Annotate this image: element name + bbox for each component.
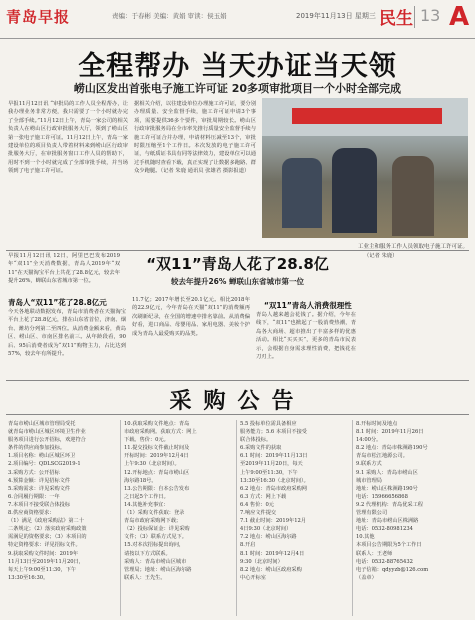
story2-headline: “双11”青岛人花了28.8亿 xyxy=(146,255,329,273)
notice-line: 请按以下方式联系。 xyxy=(124,550,171,557)
notice-col2 xyxy=(124,420,232,616)
notice-line: 15.对本次招标提出询问， xyxy=(124,542,185,549)
notice-line: 8.2 地点：崂山区政府采购 xyxy=(240,566,302,573)
notice-line: 5.5 投标单位需具备相应 xyxy=(240,421,297,427)
notice-line: 下载。售价：0元。 xyxy=(124,437,169,444)
page-number: 13 xyxy=(420,6,441,25)
notice-line: 每天上午9:00至11:30，下午 xyxy=(8,566,77,573)
story2-col3: 青岛人越来越会花钱了。据介绍，今年在线下，“双11”也掀起了一股消费热潮，青岛各大商场、超市推出了丰富多样的优惠活动。相比“买买买”，更多的青岛市民表示，会根据自身需求理性消费，把钱花在刀刃上。 xyxy=(256,312,356,361)
notice-line: 青岛市松江地源公司。 xyxy=(356,453,408,460)
notice-line: （1）采购文件获取：登录 xyxy=(124,510,185,517)
story2-subheading: 青岛人“双11”花了28.8亿元 xyxy=(8,298,107,307)
notice-line: 6.4 售价：0元 xyxy=(240,501,274,508)
notice-line: 8.2 地点：青岛市株洲路190号 xyxy=(356,445,428,452)
notice-title: 采购公告 xyxy=(169,389,306,414)
lead-subhead: 崂山区发出首张电子施工许可证 20多项审批项目一个小时全部完成 xyxy=(73,82,402,95)
newspaper-logo: 青岛早报 xyxy=(6,8,71,26)
photo-caption: 工业主和服务工作人员领取电子施工许可证。 xyxy=(357,244,468,250)
notice-line: 二条规定；（2）落实政府采购政策 xyxy=(8,526,87,533)
edition-letter: A xyxy=(449,2,470,32)
notice-line: 2.项目编号：QDLSCG2019-1 xyxy=(8,461,81,468)
notice-line: 8.1 时间：2019年12月4日 xyxy=(240,550,305,557)
notice-line: 11月13日至2019年11月20日， xyxy=(8,558,84,565)
notice-line: 9.1 采购人：青岛市崂山区 xyxy=(356,469,418,476)
notice-line: 6.2 地点：青岛市政府采购网 xyxy=(240,485,307,492)
notice-line: 14.其他补充事宜： xyxy=(124,501,169,508)
notice-divider xyxy=(6,414,469,415)
notice-line: 9.获取采购文件时间：2019年 xyxy=(8,550,79,557)
notice-line: 管理有限公司 xyxy=(356,510,388,517)
notice-line: （盖章） xyxy=(356,574,377,581)
notice-line: 8.开启 xyxy=(240,542,256,549)
section-divider xyxy=(6,380,469,381)
notice-line: 6.3 方式：网上下载 xyxy=(240,493,287,500)
notice-line: 5.采购需求：详见采购文件 xyxy=(8,485,71,492)
notice-line: 服务项目进行公开招标，欢迎符合 xyxy=(8,437,86,444)
notice-line: 8.供应商资格要求： xyxy=(8,510,55,517)
notice-col4 xyxy=(356,420,468,616)
notice-line: 4.预算金额：详见招标文件 xyxy=(8,477,71,484)
notice-line: 就青岛市崂山区城区环境卫生作业 xyxy=(8,429,86,436)
notice-line: 3.采购方式：公开招标 xyxy=(8,469,60,476)
notice-line: 特定资格要求：详见招标文件。 xyxy=(8,542,81,549)
header-divider xyxy=(414,6,415,28)
editor-credits: 责编：于春彬 美编：黄娟 审读：侯玉娟 xyxy=(112,12,227,20)
notice-line: 4日9:30（北京时间） xyxy=(240,526,292,533)
notice-line: 电子信箱：qdyyzb@126.com xyxy=(356,566,429,573)
notice-line: 之日起5个工作日。 xyxy=(124,493,169,500)
notice-line: 6.合同履行期限：一年 xyxy=(8,493,60,500)
notice-line: 中心开标室 xyxy=(240,574,266,581)
story2-col2: 11.7亿；2017年增长至20.1亿元。相比2018年的22.9亿元，今年青岛在天猫“双11”的消费额再次刷新纪录，在全国的增速中排名靠前。从消费偏好看，进口商品、母婴用品、家用电器、美妆个护成为青岛人最爱购买的品类。 xyxy=(132,297,250,337)
section-name: 民生 xyxy=(379,9,413,29)
notice-line: 联系人：王老师 xyxy=(356,550,393,557)
notice-line: 9:30（北京时间） xyxy=(240,558,283,565)
notice-line: 7.响应文件提交 xyxy=(240,510,277,517)
lead-body-col1: 早报11月12日讯 “审批局的工作人员全程帮办，让我办理业务非常方便，我只需要了一个小时就办完了全部手续。”11月12日上午，青岛一家公司的相关负责人在崂山区行政审批服务大厅，领到了崂山区第一张电子施工许可证。11月12日上午，青岛一家建设单位的项目负责人带着材料来到崂山区行政审批服务大厅，在审批服务窗口工作人员的帮助下，用时不到一个小时就完成了全部审批手续，并当场领到了电子施工许可证。 xyxy=(8,101,128,175)
lead-body-col2: 据相关介绍，以往建设单位办理施工许可证，要分别办理质量、安全监督手续，施工许可证申请3个事项，需要提供36多个要件，审批周期较长。崂山区行政审批服务局在全市率先推行质量安全监督手续与施工许可证合并办理，申请材料压减至13个，审批时限压缩至1个工作日。本次发放的电子施工许可证，与纸质证书具有同等法律效力，建设单位可以通过手机随时查看下载，真正实现了让数据多跑路、群众少跑腿。（记者 朱鹿 通讯员 张雄君 摄影报道） xyxy=(134,101,256,175)
notice-line: 至2019年11月20日，每天 xyxy=(240,461,303,468)
notice-line: 9.联系方式 xyxy=(356,461,382,468)
story2-col4: （记者 朱鹿） xyxy=(364,253,398,259)
notice-line: 1.项目名称：崂山区城区环卫 xyxy=(8,453,76,460)
notice-line: 6.采购文件的获取 xyxy=(240,445,282,452)
notice-line: 电话：15966656868 xyxy=(356,493,408,500)
notice-line: （2）投标保证金：详见采购 xyxy=(124,526,190,533)
masthead xyxy=(0,0,475,39)
story2-col1: 今天各地联动数据发布，青岛市消费者在天猫淘宝平台上花了28.8亿元，排在山东省首位，济南、烟台、潍坊分列第二至四位。从消费金额来看，黄岛区、崂山区、市南区排名前三。从年龄段看，90后、95后消费者成为“双11”购物主力，占比达到57%，较去年有所提升。 xyxy=(8,309,126,358)
notice-line: 12.开标地点：青岛市崂山区 xyxy=(124,469,190,476)
notice-col3 xyxy=(240,420,348,616)
notice-line: 采购人：青岛市崂山区城市 xyxy=(124,558,187,565)
notice-line: 青岛市政府采购网下载； xyxy=(124,518,182,525)
photo-background xyxy=(262,98,468,136)
notice-line: （1）满足《政府采购法》第二十 xyxy=(8,518,84,525)
notice-line: 6.1 时间：2019年11月13日 xyxy=(240,453,308,460)
issue-date: 2019年11月13日 星期三 xyxy=(296,12,376,20)
notice-line: 8.1 时间：2019年11月26日 xyxy=(356,429,424,436)
notice-line: 7.2 地点：崂山区海尔路 xyxy=(240,534,297,541)
notice-line: 联系人：王先生。 xyxy=(124,574,166,581)
lead-headline: 全程帮办 当天办证当天领 xyxy=(78,51,397,82)
notice-line: 10.获取采购文件地点：青岛 xyxy=(124,421,190,427)
story2-subhead: 较去年提升26% 蝉联山东省城市第一位 xyxy=(170,277,305,286)
notice-line: 10.其他 xyxy=(356,534,375,541)
notice-line: 8.开标时间及地点 xyxy=(356,421,398,427)
notice-line: 文件；（3）联系方式见下。 xyxy=(124,534,187,541)
notice-line: 地址：青岛市崂山区株洲路 xyxy=(356,518,419,525)
notice-line: 9.2 代理机构：青岛优采工程 xyxy=(356,501,423,508)
notice-line: 13:30至16:30（北京时间）。 xyxy=(240,477,309,484)
notice-line: 市政府采购网。获取方式：网上 xyxy=(124,429,197,436)
notice-line: 13:30至16:30。 xyxy=(8,574,49,581)
notice-line: 7.本项目不接受联合体投标 xyxy=(8,501,71,508)
notice-line: 13.公告期限：自本公告发布 xyxy=(124,485,190,492)
section-divider xyxy=(6,250,469,251)
notice-line: 上午9:00至11:30，下午 xyxy=(240,469,298,476)
story2-intro: 早报11月12日讯 12日，阿里巴巴发布2019年“双11”全天消费数据，青岛人2019年“双11”在天猫淘宝平台上共花了28.8亿元，较去年提升26%，蝉联山东省城市第一位。 xyxy=(8,253,120,285)
notice-line: 11.提交投标文件截止时间及 xyxy=(124,445,190,452)
notice-line: 开标时间：2019年12月4日 xyxy=(124,453,189,460)
lead-photo xyxy=(262,98,468,238)
notice-line: 7.1 截止时间：2019年12月 xyxy=(240,518,307,525)
story2-col3-heading: “双11”青岛人消费很理性 xyxy=(264,301,352,310)
notice-line: 城市管理局 xyxy=(356,477,382,484)
notice-line: 青岛市崂山区城市管理局受托 xyxy=(8,421,76,427)
notice-line: 联合体投标。 xyxy=(240,437,272,444)
notice-line: 本项目公告期限为5个工作日 xyxy=(356,542,422,549)
notice-line: 14:00分。 xyxy=(356,437,382,444)
notice-line: 服务能力；5.6 本项目不接受 xyxy=(240,429,307,436)
notice-line: 电话：0532-80981234 xyxy=(356,526,413,533)
notice-line: 管理局；地址：崂山区海尔路 xyxy=(124,566,192,573)
notice-line: 电话：0532-88765432 xyxy=(356,558,413,565)
notice-line: 地址：崂山区株洲路190号 xyxy=(356,485,418,492)
notice-col1 xyxy=(8,420,116,616)
notice-line: 海尔路18号。 xyxy=(124,477,157,484)
notice-line: 上午9:30（北京时间）。 xyxy=(124,461,180,468)
notice-line: 条件的供应商参加投标。 xyxy=(8,445,66,452)
notice-line: 需满足的资格要求；（3）本项目的 xyxy=(8,534,87,541)
